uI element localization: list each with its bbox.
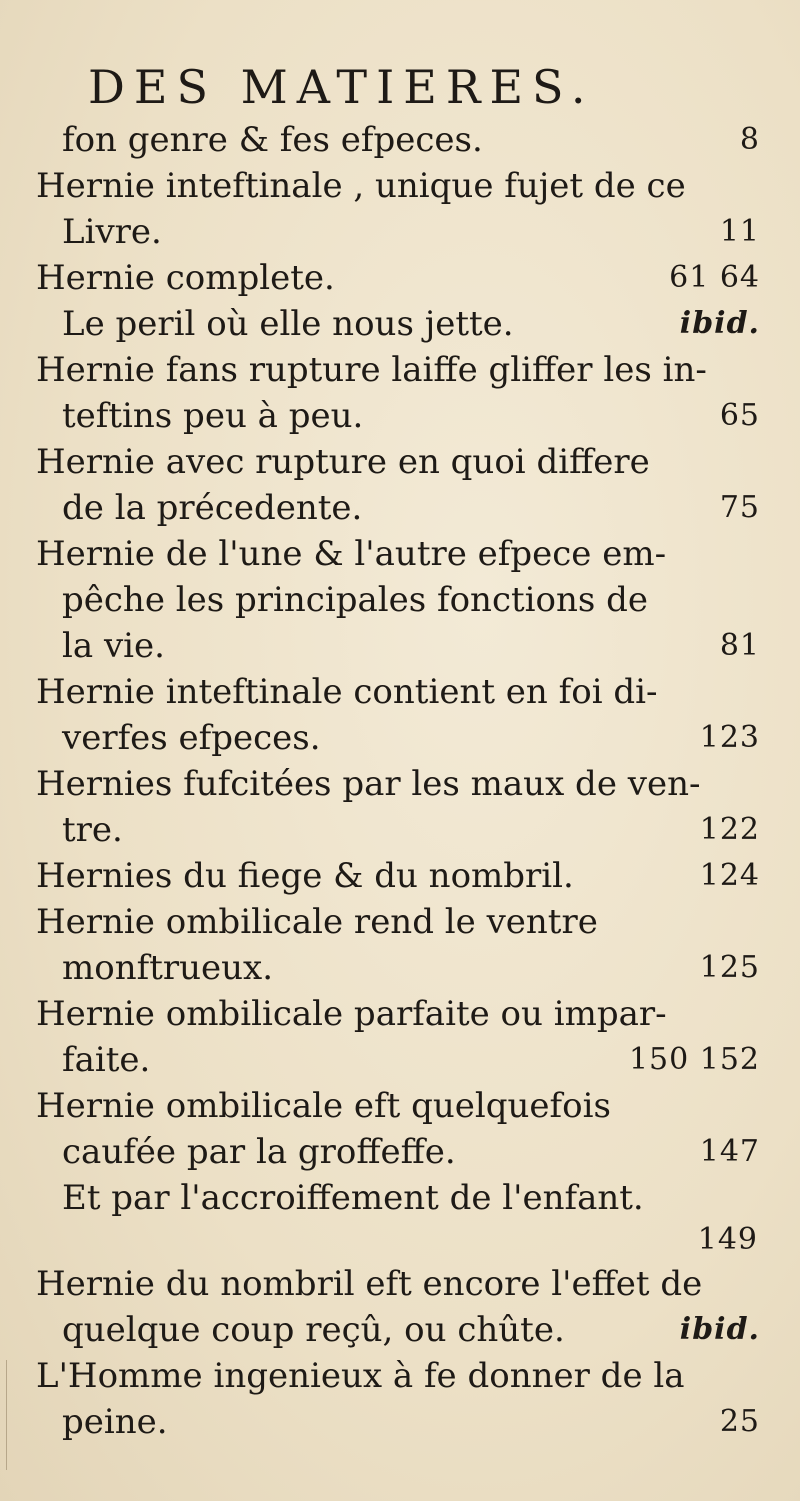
page-reference: 123	[699, 720, 760, 755]
index-entry-line	[0, 485, 800, 531]
page-reference: 125	[699, 950, 760, 985]
entry-text: caufée par la groffeffe.	[62, 1132, 456, 1172]
index-entry-line	[0, 807, 800, 853]
index-entry-line	[0, 991, 800, 1037]
index-entry-line	[0, 669, 800, 715]
entry-text: monftrueux.	[62, 948, 274, 988]
page-reference: 149	[697, 1222, 758, 1257]
index-entry	[0, 669, 800, 761]
entry-text: Hernie complete.	[36, 258, 335, 298]
index-entries	[0, 117, 800, 1445]
page-reference: 11	[719, 214, 760, 249]
index-entry-line	[0, 1353, 800, 1399]
index-entry-line	[0, 163, 800, 209]
page-reference: ibid.	[679, 306, 760, 341]
index-entry-line	[0, 761, 800, 807]
entry-text: Hernies du fiege & du nombril.	[36, 856, 574, 896]
page-reference: ibid.	[679, 1312, 760, 1347]
index-entry-line	[0, 1037, 800, 1083]
page-reference: 8	[739, 122, 760, 157]
entry-text: Le peril où elle nous jette.	[62, 304, 514, 344]
entry-text: Livre.	[62, 212, 162, 252]
page-reference: 61 64	[669, 260, 760, 295]
entry-text: Et par l'accroiffement de l'enfant.	[62, 1178, 644, 1218]
entry-text: faite.	[62, 1040, 151, 1080]
page-reference: 147	[699, 1134, 760, 1169]
entry-text: la vie.	[62, 626, 165, 666]
page-reference: 150 152	[628, 1042, 760, 1077]
entry-text: quelque coup reçû, ou chûte.	[62, 1310, 565, 1350]
index-entry-line	[0, 347, 800, 393]
index-entry	[0, 531, 800, 669]
entry-text: Hernie du nombril eft encore l'effet de	[36, 1264, 703, 1304]
index-entry-line	[0, 1307, 800, 1353]
entry-text: L'Homme ingenieux à fe donner de la	[36, 1356, 685, 1396]
index-entry-line	[0, 301, 800, 347]
page-reference: 124	[699, 858, 760, 893]
index-entry	[0, 1261, 800, 1353]
index-entry	[0, 439, 800, 531]
index-entry-line	[0, 899, 800, 945]
index-entry-line	[0, 945, 800, 991]
index-entry-line	[0, 439, 800, 485]
index-entry	[0, 853, 800, 899]
entry-text: de la précedente.	[62, 488, 363, 528]
page-edge-mark	[6, 1360, 7, 1470]
page-reference: 122	[699, 812, 760, 847]
entry-text: Hernie avec rupture en quoi differe	[36, 442, 650, 482]
index-entry-line	[0, 577, 800, 623]
index-entry	[0, 761, 800, 853]
running-head: DES MATIERES.	[88, 60, 595, 114]
index-entry-line	[0, 393, 800, 439]
entry-text: pêche les principales fonctions de	[62, 580, 649, 620]
index-entry-line	[0, 1221, 800, 1261]
page-reference: 25	[719, 1404, 760, 1439]
index-entry	[0, 347, 800, 439]
index-entry-line	[0, 1083, 800, 1129]
entry-text: Hernie inteftinale contient en foi di-	[36, 672, 658, 712]
entry-text: Hernie fans rupture laiffe gliffer les in-	[36, 350, 707, 390]
entry-text: Hernie ombilicale parfaite ou impar-	[36, 994, 667, 1034]
index-entry-line	[0, 209, 800, 255]
index-entry-line	[0, 853, 800, 899]
entry-text: Hernie inteftinale , unique fujet de ce	[36, 166, 686, 206]
entry-text: Hernie de l'une & l'autre efpece em-	[36, 534, 667, 574]
entry-text: Hernie ombilicale rend le ventre	[36, 902, 598, 942]
entry-text: peine.	[62, 1402, 168, 1442]
index-entry-line	[0, 1399, 800, 1445]
entry-text: fon genre & fes efpeces.	[62, 120, 483, 160]
index-entry-line	[0, 1261, 800, 1307]
entry-text: Hernies fufcitées par les maux de ven-	[36, 764, 701, 804]
index-entry-line	[0, 1129, 800, 1175]
index-entry	[0, 991, 800, 1083]
index-entry	[0, 1353, 800, 1445]
entry-text: verfes efpeces.	[62, 718, 321, 758]
index-entry-line	[0, 117, 800, 163]
index-entry	[0, 163, 800, 255]
index-entry-line	[0, 1175, 800, 1221]
index-entry	[0, 301, 800, 347]
page-reference: 65	[719, 398, 760, 433]
index-entry	[0, 255, 800, 301]
entry-text: Hernie ombilicale eft quelquefois	[36, 1086, 611, 1126]
entry-text: tre.	[62, 810, 123, 850]
index-entry-line	[0, 531, 800, 577]
index-entry-line	[0, 255, 800, 301]
entry-text: teftins peu à peu.	[62, 396, 364, 436]
index-entry	[0, 1175, 800, 1261]
page-reference: 75	[719, 490, 760, 525]
page-reference: 81	[719, 628, 760, 663]
index-entry-line	[0, 715, 800, 761]
index-entry	[0, 117, 800, 163]
index-entry	[0, 899, 800, 991]
index-entry	[0, 1083, 800, 1175]
index-entry-line	[0, 623, 800, 669]
